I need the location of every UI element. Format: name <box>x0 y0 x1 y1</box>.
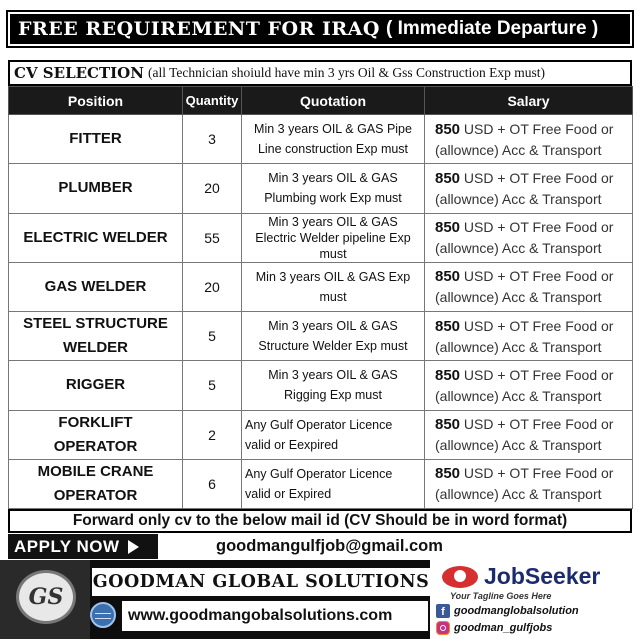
salary-line <box>435 266 632 287</box>
quotation-line: must <box>319 246 347 261</box>
quotation-line: Any Gulf Operator Licence <box>245 466 393 481</box>
cell-quantity: 2 <box>183 410 242 459</box>
requirements-table <box>8 86 633 509</box>
position-line: WELDER <box>63 339 128 357</box>
quotation-line: Min 3 years OIL & GAS Exp <box>255 269 411 284</box>
salary-amount: 850 <box>435 120 461 138</box>
jobseeker-tagline: Your Tagline Goes Here <box>450 591 552 601</box>
quotation-line: Min 3 years OIL & GAS Pipe <box>254 122 412 137</box>
page-subtitle: ( Immediate Departure ) <box>385 18 599 39</box>
cell-quotation <box>242 459 425 508</box>
cell-quantity: 5 <box>183 361 242 410</box>
cell-quotation <box>242 312 425 361</box>
quotation-line: Min 3 years OIL & GAS <box>268 214 398 229</box>
globe-icon <box>90 602 116 628</box>
cell-position <box>9 312 183 361</box>
cell-quantity: 6 <box>183 459 242 508</box>
salary-line <box>435 168 632 189</box>
cell-salary <box>425 213 633 262</box>
play-arrow-icon <box>128 540 139 554</box>
salary-terms: USD + OT Free Food or <box>463 416 614 433</box>
cv-selection-note: (all Technician shoiuld have min 3 yrs Oil & Gss Construction Exp must) <box>147 65 545 80</box>
cell-quantity: 5 <box>183 312 242 361</box>
quotation-line: Any Gulf Operator Licence <box>245 417 393 432</box>
salary-terms: USD + OT Free Food or <box>463 366 614 383</box>
salary-line <box>435 119 632 140</box>
salary-amount: 850 <box>435 317 461 335</box>
apply-now-button[interactable] <box>8 534 158 559</box>
salary-terms: USD + OT Free Food or <box>463 219 614 236</box>
quotation-line: Plumbing work Exp must <box>264 191 402 206</box>
salary-terms: USD + OT Free Food or <box>463 169 614 186</box>
quotation-line: Min 3 years OIL & GAS <box>268 368 398 383</box>
facebook-link[interactable] <box>436 603 579 619</box>
jobseeker-logo-icon <box>442 566 478 588</box>
facebook-handle: goodmanglobalsolution <box>454 605 579 617</box>
instagram-link[interactable] <box>436 620 552 636</box>
quotation-line: Rigging Exp must <box>284 388 382 403</box>
jobseeker-panel <box>430 560 640 639</box>
company-logo: GS <box>16 570 76 624</box>
position-line: FORKLIFT <box>58 413 133 431</box>
quotation-line: Min 3 years OIL & GAS <box>268 319 398 334</box>
table-row <box>9 361 633 410</box>
cell-position <box>9 213 183 262</box>
company-banner <box>0 560 430 639</box>
title-bar <box>8 12 632 46</box>
salary-allowance: (allownce) Acc & Transport <box>435 338 602 355</box>
salary-allowance: (allownce) Acc & Transport <box>435 486 602 503</box>
apply-now-label: APPLY NOW <box>14 536 120 556</box>
cv-selection-line <box>8 60 632 86</box>
salary-amount: 850 <box>435 219 461 237</box>
cell-quantity: 55 <box>183 213 242 262</box>
position-line: MOBILE CRANE <box>37 462 154 480</box>
quotation-line: valid or Eexpired <box>245 437 339 452</box>
salary-line <box>435 463 632 484</box>
quotation-line: Structure Welder Exp must <box>258 339 408 354</box>
table-row <box>9 262 633 311</box>
cell-position <box>9 115 183 164</box>
cell-quotation <box>242 115 425 164</box>
position-line: PLUMBER <box>58 179 133 197</box>
position-line: STEEL STRUCTURE <box>23 315 168 333</box>
apply-row <box>8 533 632 560</box>
column-header-position: Position <box>9 87 183 115</box>
table-row <box>9 459 633 508</box>
column-header-quantity: Quantity <box>183 87 242 115</box>
table-row <box>9 410 633 459</box>
cell-position <box>9 262 183 311</box>
salary-allowance: (allownce) Acc & Transport <box>435 387 602 404</box>
salary-amount: 850 <box>435 416 461 434</box>
table-row <box>9 115 633 164</box>
cell-position <box>9 459 183 508</box>
cell-salary <box>425 262 633 311</box>
cell-position <box>9 410 183 459</box>
salary-amount: 850 <box>435 465 461 483</box>
salary-terms: USD + OT Free Food or <box>463 268 614 285</box>
cell-salary <box>425 164 633 213</box>
salary-allowance: (allownce) Acc & Transport <box>435 240 602 257</box>
salary-line <box>435 365 632 386</box>
footer <box>0 560 640 639</box>
cell-quotation <box>242 262 425 311</box>
cell-quotation <box>242 213 425 262</box>
salary-allowance: (allownce) Acc & Transport <box>435 289 602 306</box>
header <box>0 0 640 60</box>
salary-allowance: (allownce) Acc & Transport <box>435 437 602 454</box>
jobseeker-name: JobSeeker <box>484 563 601 589</box>
position-line: OPERATOR <box>53 486 138 504</box>
salary-line <box>435 316 632 337</box>
page-title: FREE REQUIREMENT FOR IRAQ <box>18 18 380 40</box>
instagram-handle: goodman_gulfjobs <box>454 622 553 634</box>
column-header-salary: Salary <box>425 87 633 115</box>
table-body <box>9 115 633 509</box>
cell-position <box>9 361 183 410</box>
position-line: FITTER <box>69 130 122 148</box>
cell-quantity: 20 <box>183 262 242 311</box>
table-header-row <box>9 87 633 115</box>
quotation-line: valid or Expired <box>245 486 332 501</box>
company-website[interactable]: www.goodmangobalsolutions.com <box>122 601 428 631</box>
table-row <box>9 164 633 213</box>
position-line: ELECTRIC WELDER <box>23 228 168 246</box>
salary-terms: USD + OT Free Food or <box>463 317 614 334</box>
quotation-line: Line construction Exp must <box>257 142 409 157</box>
salary-allowance: (allownce) Acc & Transport <box>435 190 602 207</box>
position-line: RIGGER <box>65 376 126 394</box>
cell-salary <box>425 361 633 410</box>
salary-amount: 850 <box>435 169 461 187</box>
column-header-quotation: Quotation <box>242 87 425 115</box>
salary-terms: USD + OT Free Food or <box>463 120 614 137</box>
salary-line <box>435 414 632 435</box>
salary-amount: 850 <box>435 366 461 384</box>
cell-quantity: 20 <box>183 164 242 213</box>
salary-line <box>435 217 632 238</box>
table-row <box>9 312 633 361</box>
cv-selection-label: CV SELECTION <box>14 64 144 82</box>
cell-quotation <box>242 410 425 459</box>
cell-salary <box>425 115 633 164</box>
cell-quotation <box>242 164 425 213</box>
cell-salary <box>425 410 633 459</box>
cell-quotation <box>242 361 425 410</box>
salary-amount: 850 <box>435 268 461 286</box>
quotation-line: Min 3 years OIL & GAS <box>268 171 398 186</box>
table-row <box>9 213 633 262</box>
position-line: GAS WELDER <box>44 277 147 295</box>
quotation-line: Electric Welder pipeline Exp <box>255 230 411 245</box>
company-name: GOODMAN GLOBAL SOLUTIONS <box>92 568 430 596</box>
salary-allowance: (allownce) Acc & Transport <box>435 141 602 158</box>
cell-salary <box>425 459 633 508</box>
position-line: OPERATOR <box>53 437 138 455</box>
cell-quantity: 3 <box>183 115 242 164</box>
cell-salary <box>425 312 633 361</box>
instagram-icon <box>436 621 450 635</box>
quotation-line: must <box>319 289 347 304</box>
contact-email[interactable]: goodmangulfjob@gmail.com <box>216 537 443 555</box>
cell-position <box>9 164 183 213</box>
salary-terms: USD + OT Free Food or <box>463 465 614 482</box>
forward-instruction: Forward only cv to the below mail id (CV Should be in word format) <box>8 509 632 533</box>
facebook-icon: f <box>436 604 450 618</box>
